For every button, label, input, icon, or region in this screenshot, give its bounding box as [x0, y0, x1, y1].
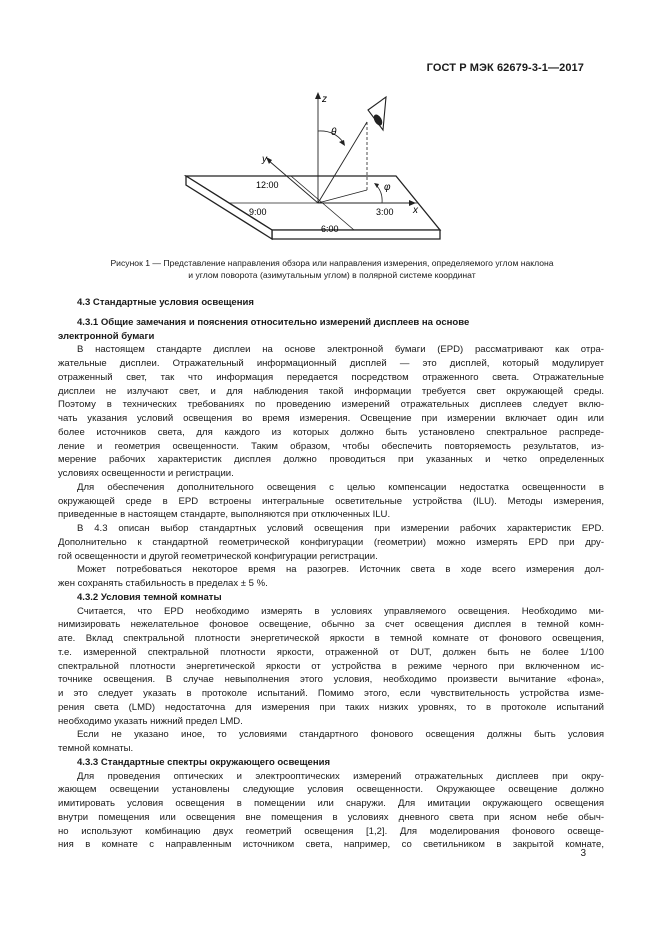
clock-label-12: 12:00	[256, 180, 279, 190]
text-line: ния в комнате с направленным источником света, например, со светильником в закрытой комнате,	[58, 839, 604, 851]
text-line: Поэтому в технических требованиях по проведению измерений отражательных дисплеев следует вклю-	[58, 399, 604, 411]
text-line: приведенные в настоящем стандарте, выполняются при отключенных ILU.	[58, 509, 391, 521]
text-line: жательные дисплеи. Отражательный информационный дисплей — это дисплей, который модулирует	[58, 358, 604, 369]
text-line: Для обеспечения дополнительного освещения с целью компенсации недостатка освещенности в	[77, 481, 604, 493]
text-line: т.е. измеренной спектральной плотности яркости, отраженной от DUT, должен быть не более 1/100	[58, 646, 604, 658]
text-line: точнике освещения. В случае невыполнения этого условия, необходимо произвести вычитание «фона»,	[58, 674, 604, 686]
text-line: внутри помещения или освещения вне помещения в условиях дневного света при ясном небе обыч-	[58, 811, 604, 823]
polar-coordinate-figure	[150, 84, 450, 256]
text-line: мерение рабочих характеристик дисплея должно проводиться при указанных и четко определенных	[58, 454, 604, 466]
text-line: Для проведения оптических и электрооптических измерений отражательных дисплеев при окру-	[77, 770, 604, 782]
section-4-3-2-paragraphs	[58, 605, 604, 756]
theta-label: θ	[331, 127, 337, 138]
text-line: Если не указано иное, то условиями стандартного фонового освещения должны быть условия	[77, 729, 604, 741]
paragraph	[58, 770, 604, 853]
section-heading-4-3: 4.3 Стандартные условия освещения	[77, 297, 254, 308]
text-line: жен сохранять стабильность в пределах ± 5 %.	[58, 578, 268, 589]
caption-line: Рисунок 1 — Представление направления обзора или направления измерения, определяемого углом наклона	[110, 258, 554, 268]
figure-caption	[60, 257, 604, 282]
text-line: В настоящем стандарте дисплеи на основе электронной бумаги (EPD) рассматривают как отра-	[77, 344, 604, 356]
phi-label: φ	[384, 182, 391, 193]
section-4-3-1-paragraphs	[58, 343, 604, 591]
text-line: спектральной плотности энергетической яркости от устройства в режиме черного при включенном ис-	[58, 660, 604, 672]
paragraph	[58, 481, 604, 522]
z-axis-label: z	[322, 94, 327, 105]
text-line: ление и геометрия освещенности. Таким образом, чтобы обеспечить повторяемость результатов, из-	[58, 440, 604, 452]
text-line: но используют комбинацию двух геометрий освещения [1,2]. Для моделирования фонового освеще-	[58, 825, 604, 837]
y-axis-label: y	[262, 154, 267, 165]
text-line: отраженный свет, так что информация передается посредством отраженного света. Отражательные	[58, 371, 604, 383]
text-line: ате. Вклад спектральной плотности энергетической яркости в темной комнате от фонового освещения,	[58, 633, 604, 644]
clock-label-6: 6:00	[321, 224, 339, 234]
text-line: Считается, что EPD необходимо измерять в условиях управляемого освещения. Необходимо ми-	[77, 605, 604, 617]
main-text	[58, 296, 604, 852]
eye-icon	[368, 97, 386, 130]
paragraph	[58, 563, 604, 591]
section-heading-4-3-2: 4.3.2 Условия темной комнаты	[77, 591, 222, 603]
text-line: условиях освещенности и регистрации.	[58, 468, 234, 479]
text-line: гой освещенности и другой геометрической конфигурации регистрации.	[58, 550, 378, 562]
section-heading-4-3-3: 4.3.3 Стандартные спектры окружающего освещения	[77, 756, 331, 768]
theta-arc-arrow	[339, 140, 345, 146]
paragraph	[58, 522, 604, 563]
text-line: Может потребоваться некоторое время на разогрев. Источник света в ходе всего измерения дол-	[77, 564, 604, 576]
text-line: рения света (LMD) недостаточна для измерения при таких низких уровнях, то в протоколе испытаний	[58, 701, 604, 713]
heading-line: электронной бумаги	[58, 330, 155, 342]
display-front-face	[272, 230, 440, 239]
heading-line: 4.3.1 Общие замечания и пояснения относительно измерений дисплеев на основе	[77, 316, 470, 328]
standard-code-header: ГОСТ Р МЭК 62679-3-1—2017	[426, 62, 584, 74]
text-line: нимизировать нежелательное фоновое освещение, обычно за счет освещения дисплея в темной комн-	[58, 619, 604, 631]
text-line: дисплеи не излучают свет, и для наблюдения такой информации требуется свет окружающей среды.	[58, 385, 604, 397]
paragraph	[58, 343, 604, 481]
page-number: 3	[580, 848, 586, 859]
paragraph	[58, 728, 604, 756]
text-line: более источников света, для каждого из которых должно быть установлено спектральное распреде-	[58, 426, 604, 438]
caption-line: и углом поворота (азимутальным углом) в полярной системе координат	[188, 270, 476, 281]
paragraph	[58, 605, 604, 729]
text-line: необходимо указать нижний предел LMD.	[58, 715, 243, 727]
clock-label-9: 9:00	[249, 207, 267, 217]
x-axis-label: x	[413, 205, 418, 216]
text-line: чать указания условий освещения во время измерения. Освещение при измерении включает один или	[58, 413, 604, 424]
text-line: В 4.3 описан выбор стандартных условий освещения при измерении рабочих характеристик EPD.	[77, 523, 604, 534]
text-line: и это следует указать в протоколе испытаний. Помимо этого, если чувствительность устройства изме-	[58, 688, 604, 699]
text-line: окружающей среде в EPD встроены интегральные осветительные устройства (ILU). Методы измерения,	[58, 495, 604, 507]
text-line: Дополнительно к стандартной геометрической конфигурации (геометрии) можно измерять EPD при дру-	[58, 536, 604, 548]
section-heading-4-3-1	[58, 316, 604, 344]
text-line: имитировать условия освещения в помещении или снаружи. Для имитации окружающего освещения	[58, 798, 604, 809]
text-line: жающем освещении установлены следующие условия освещенности. Окружающее освещение должно	[58, 784, 604, 796]
clock-label-3: 3:00	[376, 207, 394, 217]
text-line: темной комнаты.	[58, 743, 134, 754]
section-4-3-3-paragraphs	[58, 770, 604, 853]
z-axis-arrow	[315, 92, 321, 99]
